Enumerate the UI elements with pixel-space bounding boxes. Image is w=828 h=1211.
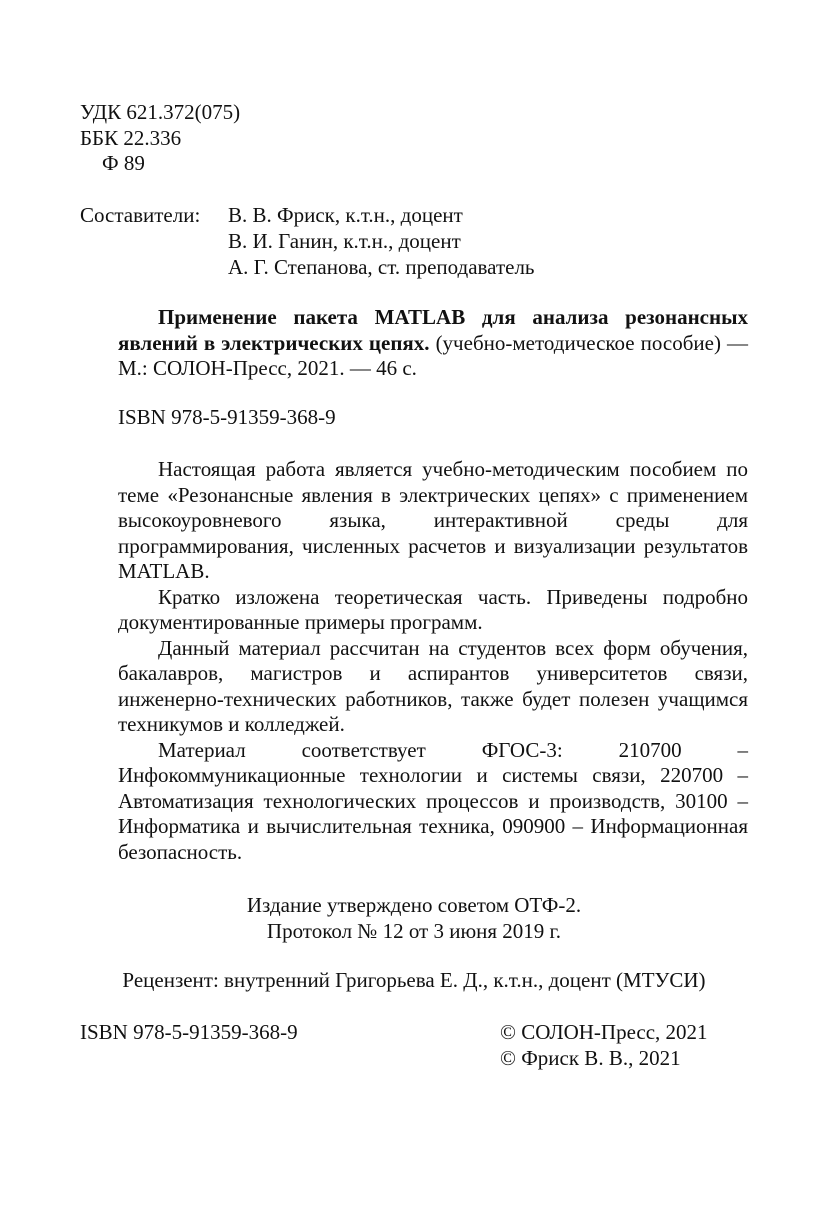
- abstract-paragraph: Кратко изложена теоретическая часть. Приведены подробно документированные примеры программ.: [118, 584, 748, 634]
- copyright-publisher: © СОЛОН-Пресс, 2021: [500, 1020, 708, 1044]
- udk-code: УДК 621.372(075): [80, 100, 241, 124]
- copyright-author: © Фриск В. В., 2021: [500, 1046, 681, 1070]
- approval-line: Издание утверждено советом ОТФ-2.: [246, 893, 582, 917]
- book-title: Применение пакета MATLAB для анализа резонансных явлений в электрических цепях.: [118, 305, 748, 355]
- citation-details: (учебно-методическое пособие) — М.: СОЛОН-Пресс, 2021. — 46 с.: [118, 330, 748, 380]
- compiler-name: А. Г. Степанова, ст. преподаватель: [228, 255, 535, 279]
- abstract-paragraph: Данный материал рассчитан на студентов всех форм обучения, бакалавров, магистров и аспирантов университетов связи, инженерно-технических работников, также будет полезен учащимся техникумов и колледжей.: [118, 635, 748, 736]
- abstract-paragraph: Материал соответствует ФГОС-3: 210700 – Инфокоммуникационные технологии и системы связи, 220700 – Автоматизация технологических процессов и производств, 30100 – Информатика и вычислительная техника, 090900 – Информационная безопасность.: [118, 737, 748, 864]
- isbn: ISBN 978-5-91359-368-9: [118, 405, 336, 429]
- reviewer: Рецензент: внутренний Григорьева Е. Д., к.т.н., доцент (МТУСИ): [122, 968, 706, 992]
- compiler-name: В. И. Ганин, к.т.н., доцент: [228, 229, 461, 253]
- compilers-label: Составители:: [80, 203, 201, 227]
- bbk-code: ББК 22.336: [80, 126, 182, 150]
- compiler-name: В. В. Фриск, к.т.н., доцент: [228, 203, 463, 227]
- abstract-paragraph: Настоящая работа является учебно-методическим пособием по теме «Резонансные явления в электрических цепях» с применением высокоуровневого языка, интерактивной среды для программирования, численных расчетов и визуализации результатов MATLAB.: [118, 457, 748, 583]
- citation-block: [118, 305, 748, 382]
- footer-isbn: ISBN 978-5-91359-368-9: [80, 1020, 298, 1044]
- abstract: [118, 457, 748, 865]
- protocol-line: Протокол № 12 от 3 июня 2019 г.: [266, 919, 562, 943]
- author-sign-code: Ф 89: [102, 151, 145, 175]
